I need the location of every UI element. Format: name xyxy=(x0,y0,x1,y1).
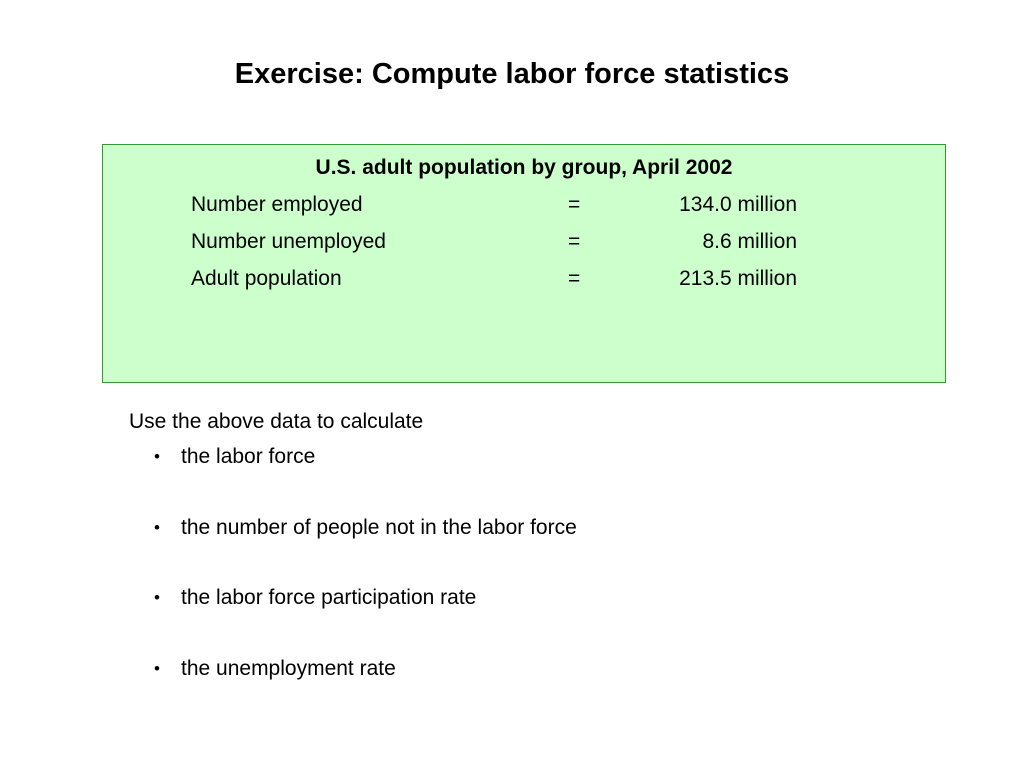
bullet-text: the labor force xyxy=(181,445,316,468)
bullet-dot-icon: • xyxy=(154,447,160,466)
row-value: 8.6 million xyxy=(702,230,797,253)
intro-text: Use the above data to calculate xyxy=(129,410,424,433)
data-box xyxy=(102,144,946,383)
bullet-dot-icon: • xyxy=(154,517,160,537)
slide-title: Exercise: Compute labor force statistics xyxy=(234,58,790,90)
row-equals-sign: = xyxy=(568,230,581,253)
row-value: 134.0 million xyxy=(679,193,797,216)
row-label: Number unemployed xyxy=(191,230,386,253)
box-heading: U.S. adult population by group, April 2002 xyxy=(315,156,733,179)
bullet-text: the number of people not in the labor force xyxy=(181,515,577,539)
data-row-unemployed xyxy=(103,227,945,257)
bullet-dot-icon: • xyxy=(154,658,160,678)
row-equals-sign: = xyxy=(568,267,581,290)
row-equals-sign: = xyxy=(568,193,581,216)
row-label: Adult population xyxy=(191,267,342,290)
data-row-adult-population xyxy=(103,264,945,294)
bullet-text: the labor force participation rate xyxy=(181,586,477,609)
bullet-dot-icon: • xyxy=(154,588,160,607)
row-label: Number employed xyxy=(191,193,363,216)
row-value: 213.5 million xyxy=(679,267,797,290)
data-row-employed xyxy=(103,190,945,220)
bullet-text: the unemployment rate xyxy=(181,656,396,680)
